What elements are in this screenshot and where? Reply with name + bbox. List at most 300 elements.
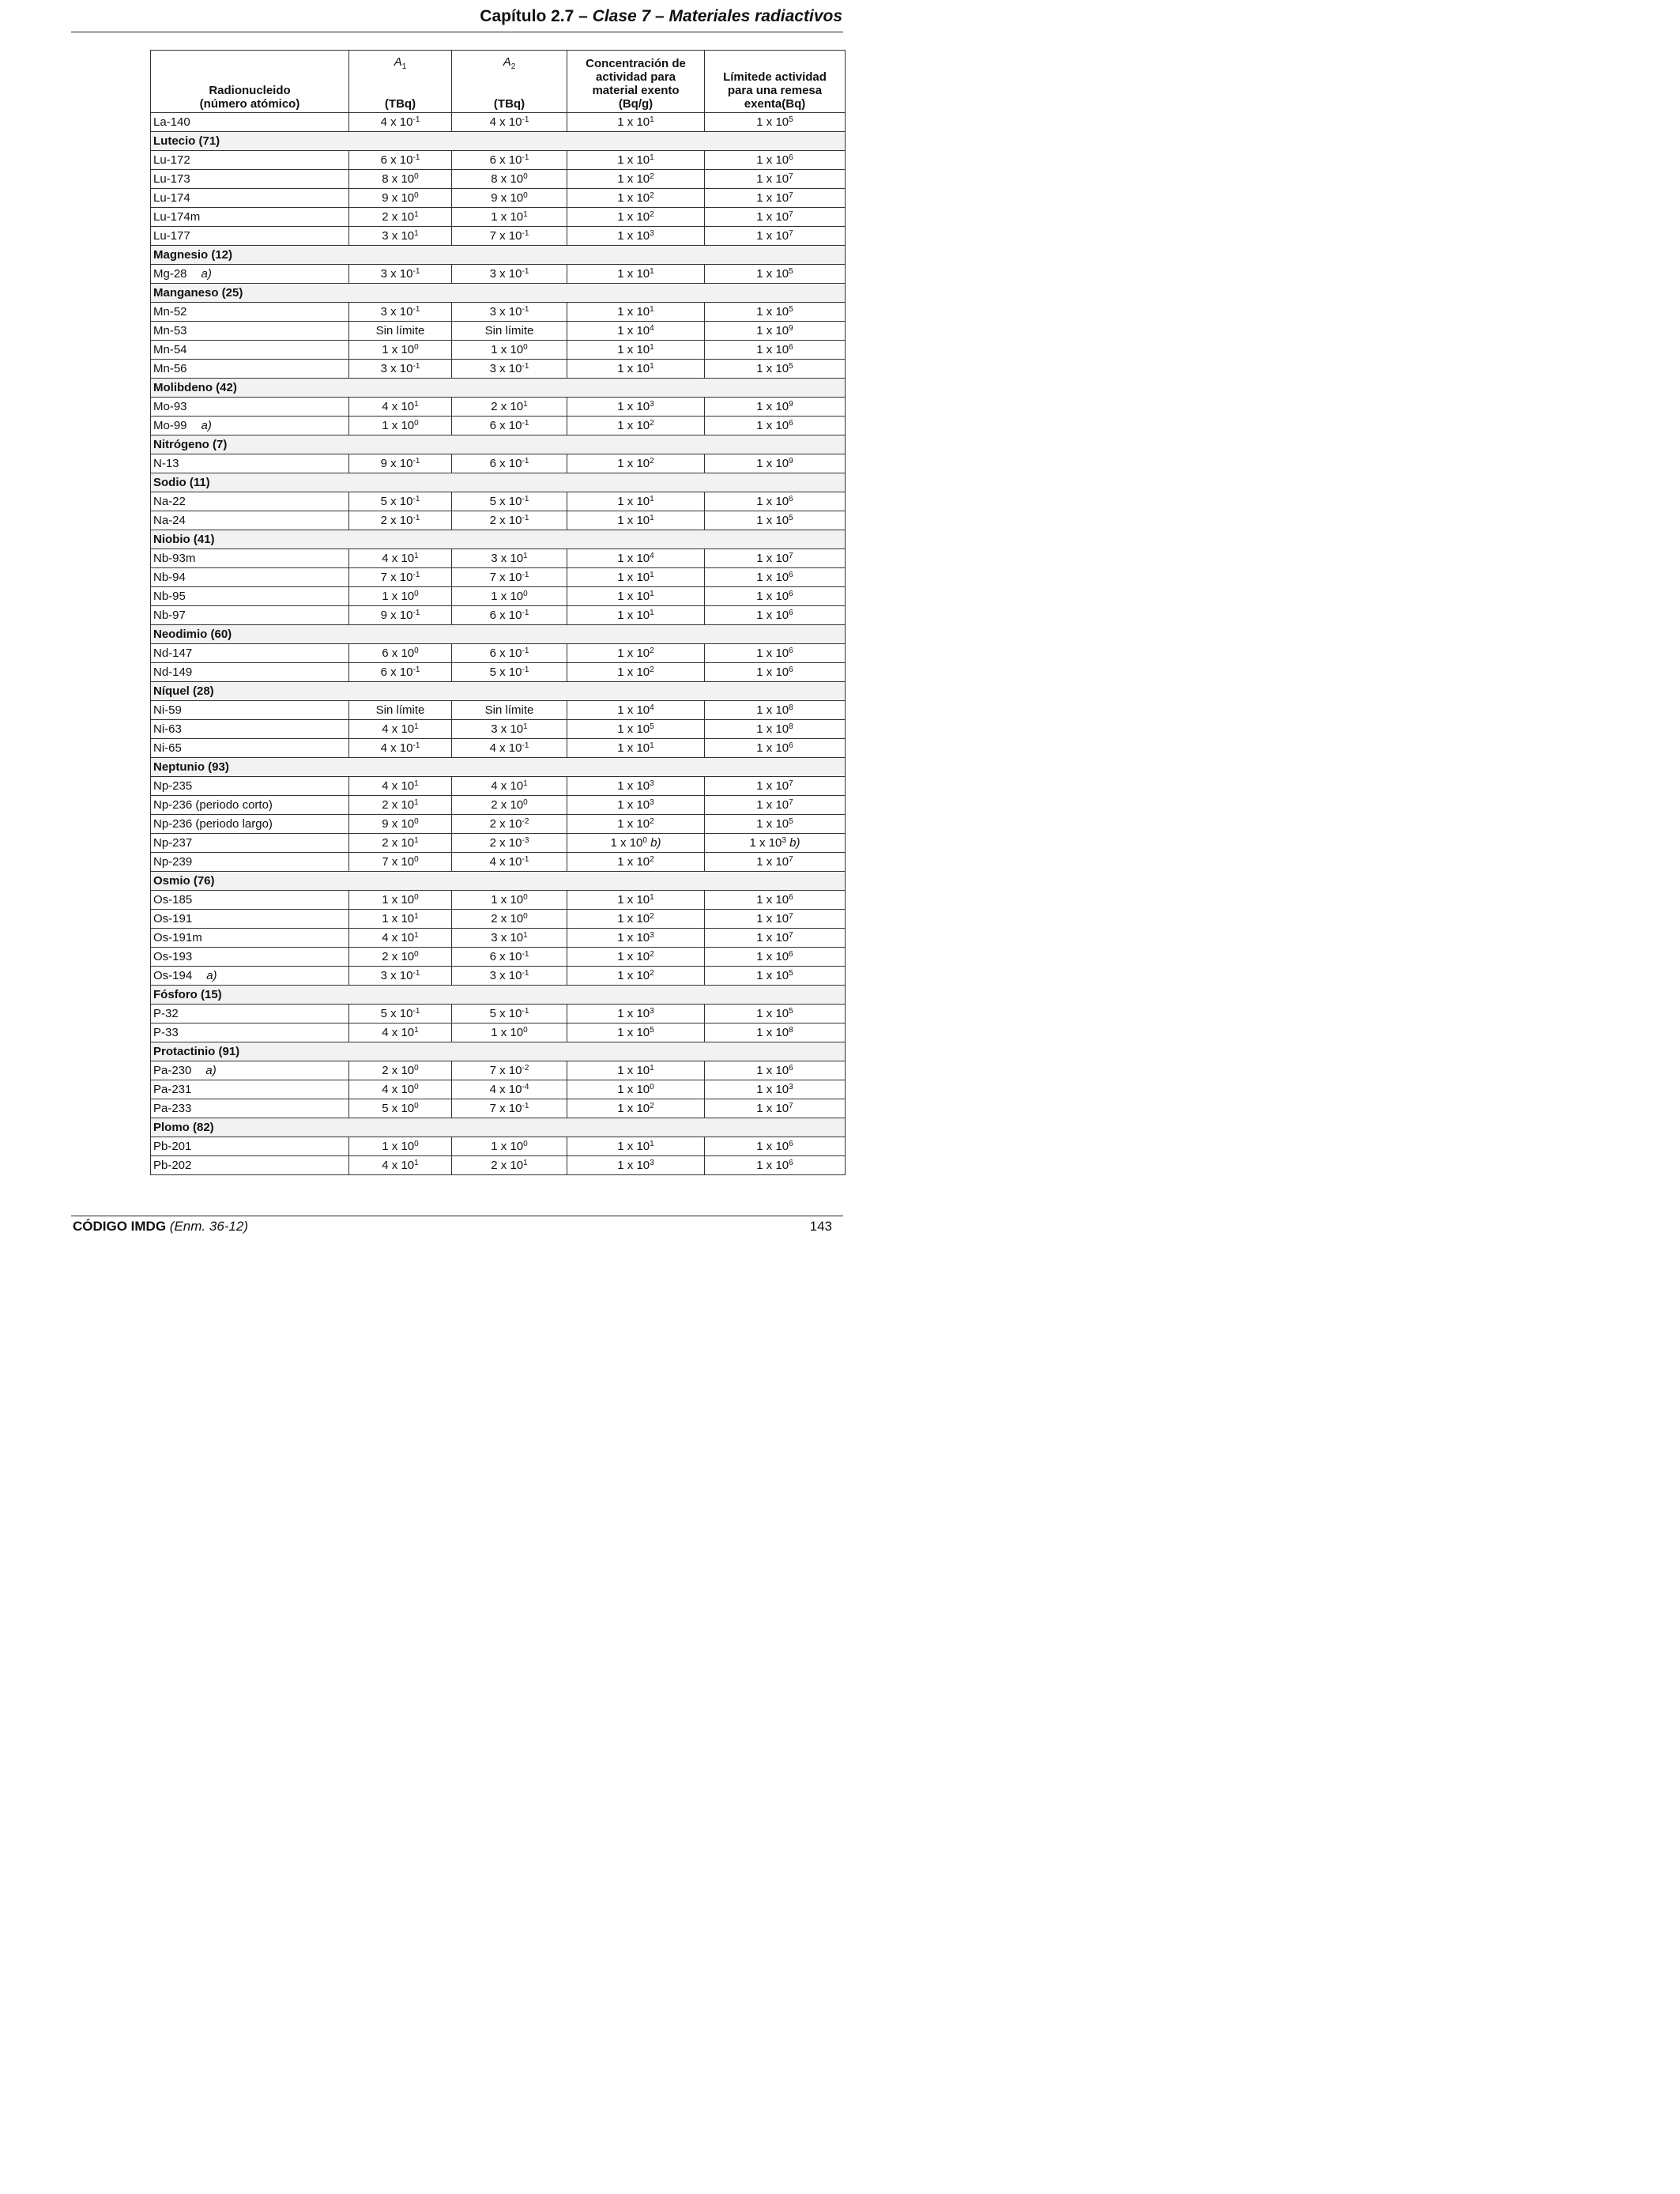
table-row	[151, 796, 846, 815]
concentration-value: 1 x $10^4$	[567, 549, 705, 568]
concentration-value: 1 x $10^4$	[567, 701, 705, 720]
element-group-label: Sodio (11)	[151, 473, 846, 492]
radionuclide-name: Ni-63	[151, 720, 349, 739]
table-header-row	[151, 51, 846, 113]
radionuclide-name: Mo-93	[151, 398, 349, 417]
footer-title	[73, 1219, 248, 1235]
concentration-value: 1 x $10^3$	[567, 1005, 705, 1023]
element-group-label: Neptunio (93)	[151, 758, 846, 777]
activity-limit-value: 1 x $10^7$	[705, 208, 846, 227]
table-row	[151, 777, 846, 796]
a1-value: 4 x $10^0$	[349, 1080, 452, 1099]
activity-limit-value: 1 x $10^7$	[705, 227, 846, 246]
activity-limit-value: 1 x $10^7$	[705, 1099, 846, 1118]
radionuclide-name: Np-236 (periodo corto)	[151, 796, 349, 815]
activity-limit-value: 1 x $10^6$	[705, 341, 846, 360]
a1-value: 2 x $10^1$	[349, 208, 452, 227]
a2-symbol: $A_2$	[503, 55, 516, 71]
a2-value: 3 x $10^1$	[452, 720, 567, 739]
radionuclide-name: Mn-53	[151, 322, 349, 341]
activity-limit-value: 1 x $10^7$	[705, 549, 846, 568]
a1-value: Sin límite	[349, 322, 452, 341]
a2-value: 1 x $10^0$	[452, 587, 567, 606]
table-row	[151, 967, 846, 986]
a2-value: 7 x $10^{-1}$	[452, 568, 567, 587]
a2-value: 6 x $10^{-1}$	[452, 454, 567, 473]
table-row	[151, 113, 846, 132]
radionuclide-name: Lu-173	[151, 170, 349, 189]
activity-limit-value: 1 x $10^5$	[705, 1005, 846, 1023]
table-row	[151, 568, 846, 587]
table-row	[151, 948, 846, 967]
activity-limit-value: 1 x $10^6$	[705, 1156, 846, 1175]
radionuclide-name: Lu-174	[151, 189, 349, 208]
a1-value: 4 x $10^1$	[349, 777, 452, 796]
a1-value: 4 x $10^{-1}$	[349, 113, 452, 132]
a1-value: 3 x $10^{-1}$	[349, 360, 452, 379]
a1-value: 4 x $10^1$	[349, 398, 452, 417]
a2-value: 4 x $10^{-1}$	[452, 853, 567, 872]
concentration-value: 1 x $10^2$	[567, 967, 705, 986]
activity-limit-value: 1 x $10^6$	[705, 606, 846, 625]
concentration-value: 1 x $10^3$	[567, 777, 705, 796]
radionuclide-name: Os-191	[151, 910, 349, 929]
radionuclide-name: Os-193	[151, 948, 349, 967]
header-radionuclide: Radionucleido (número atómico)	[151, 51, 349, 113]
a2-value: 4 x $10^{-1}$	[452, 739, 567, 758]
element-group-row	[151, 435, 846, 454]
element-group-row	[151, 872, 846, 891]
table-row	[151, 265, 846, 284]
a1-value: 1 x $10^0$	[349, 587, 452, 606]
a2-value: 1 x $10^0$	[452, 1137, 567, 1156]
concentration-value: 1 x $10^2$	[567, 815, 705, 834]
element-group-row	[151, 284, 846, 303]
a2-value: 2 x $10^1$	[452, 1156, 567, 1175]
header-activity-limit: Límitede actividad para una remesa exenta(Bq)	[705, 51, 846, 113]
concentration-value: 1 x $10^3$	[567, 398, 705, 417]
activity-limit-value: 1 x $10^6$	[705, 891, 846, 910]
radionuclide-name: Np-236 (periodo largo)	[151, 815, 349, 834]
element-group-row	[151, 682, 846, 701]
table-row	[151, 606, 846, 625]
concentration-value: 1 x $10^1$	[567, 587, 705, 606]
element-group-row	[151, 530, 846, 549]
a2-unit: (TBq)	[493, 97, 525, 111]
a2-value: 2 x $10^0$	[452, 796, 567, 815]
a1-value: 3 x $10^{-1}$	[349, 303, 452, 322]
activity-limit-value: 1 x $10^7$	[705, 777, 846, 796]
activity-limit-value: 1 x $10^7$	[705, 853, 846, 872]
concentration-value: 1 x $10^2$	[567, 663, 705, 682]
a1-value: 4 x $10^1$	[349, 1156, 452, 1175]
a1-value: 9 x $10^0$	[349, 189, 452, 208]
activity-limit-value: 1 x $10^6$	[705, 151, 846, 170]
element-group-label: Plomo (82)	[151, 1118, 846, 1137]
radionuclide-name: Pa-231	[151, 1080, 349, 1099]
concentration-value: 1 x $10^1$	[567, 891, 705, 910]
a2-value: 3 x $10^{-1}$	[452, 303, 567, 322]
table-row	[151, 720, 846, 739]
concentration-value: 1 x $10^3$	[567, 1156, 705, 1175]
table-row	[151, 492, 846, 511]
concentration-value: 1 x $10^1$	[567, 341, 705, 360]
table-row	[151, 891, 846, 910]
a1-value: 6 x $10^0$	[349, 644, 452, 663]
a1-unit: (TBq)	[384, 97, 416, 111]
activity-limit-value: 1 x $10^5$	[705, 303, 846, 322]
table-row	[151, 417, 846, 435]
concentration-value: 1 x $10^5$	[567, 720, 705, 739]
a2-value: 3 x $10^1$	[452, 549, 567, 568]
activity-limit-value: 1 x $10^7$	[705, 796, 846, 815]
concentration-value: 1 x $10^2$	[567, 948, 705, 967]
activity-limit-value: 1 x $10^5$	[705, 265, 846, 284]
radionuclide-name: Lu-177	[151, 227, 349, 246]
a1-value: 4 x $10^1$	[349, 720, 452, 739]
activity-limit-value: 1 x $10^5$	[705, 360, 846, 379]
a2-value: 7 x $10^{-1}$	[452, 1099, 567, 1118]
concentration-value: 1 x $10^1$	[567, 1061, 705, 1080]
concentration-value: 1 x $10^1$	[567, 739, 705, 758]
radionuclide-name: Pa-230 a)	[151, 1061, 349, 1080]
activity-limit-value: 1 x $10^6$	[705, 587, 846, 606]
a2-value: 3 x $10^{-1}$	[452, 265, 567, 284]
activity-limit-value: 1 x $10^7$	[705, 929, 846, 948]
header-chapter: Capítulo 2.7 –	[480, 7, 593, 25]
footer-amendment: (Enm. 36-12)	[169, 1219, 248, 1234]
concentration-value: 1 x $10^2$	[567, 170, 705, 189]
element-group-label: Manganeso (25)	[151, 284, 846, 303]
header-a2	[452, 51, 567, 113]
radionuclide-name: P-32	[151, 1005, 349, 1023]
element-group-row	[151, 758, 846, 777]
table-row	[151, 511, 846, 530]
a2-value: 3 x $10^{-1}$	[452, 360, 567, 379]
table-row	[151, 644, 846, 663]
a1-value: 7 x $10^0$	[349, 853, 452, 872]
activity-limit-value: 1 x $10^6$	[705, 1137, 846, 1156]
table-row	[151, 189, 846, 208]
radionuclide-name: N-13	[151, 454, 349, 473]
element-group-row	[151, 1042, 846, 1061]
a2-value: 1 x $10^1$	[452, 208, 567, 227]
concentration-value: 1 x $10^2$	[567, 208, 705, 227]
activity-limit-value: 1 x $10^7$	[705, 910, 846, 929]
concentration-value: 1 x $10^1$	[567, 113, 705, 132]
activity-limit-value: 1 x $10^5$	[705, 113, 846, 132]
concentration-value: 1 x $10^1$	[567, 568, 705, 587]
a2-value: 4 x $10^{-1}$	[452, 113, 567, 132]
radionuclide-name: Mn-56	[151, 360, 349, 379]
a2-value: 6 x $10^{-1}$	[452, 948, 567, 967]
radionuclide-name: Na-22	[151, 492, 349, 511]
footnote-marker: a)	[201, 419, 212, 432]
element-group-label: Magnesio (12)	[151, 246, 846, 265]
a1-value: 2 x $10^0$	[349, 1061, 452, 1080]
activity-limit-value: 1 x $10^5$	[705, 967, 846, 986]
radionuclide-name: Pb-201	[151, 1137, 349, 1156]
a1-value: 4 x $10^1$	[349, 929, 452, 948]
activity-limit-value: 1 x $10^5$	[705, 815, 846, 834]
radionuclide-name: Mo-99 a)	[151, 417, 349, 435]
element-group-label: Neodimio (60)	[151, 625, 846, 644]
a2-value: 7 x $10^{-1}$	[452, 227, 567, 246]
activity-limit-value: 1 x $10^6$	[705, 739, 846, 758]
concentration-value: 1 x $10^0$	[567, 1080, 705, 1099]
concentration-value: 1 x $10^2$	[567, 454, 705, 473]
activity-limit-value: 1 x $10^3$ b)	[705, 834, 846, 853]
a2-value: 3 x $10^1$	[452, 929, 567, 948]
element-group-label: Fósforo (15)	[151, 986, 846, 1005]
table-row	[151, 454, 846, 473]
a2-value: 6 x $10^{-1}$	[452, 606, 567, 625]
a2-value: 1 x $10^0$	[452, 341, 567, 360]
radionuclide-name: Na-24	[151, 511, 349, 530]
a2-value: 2 x $10^{-1}$	[452, 511, 567, 530]
concentration-value: 1 x $10^2$	[567, 644, 705, 663]
a1-value: 1 x $10^0$	[349, 1137, 452, 1156]
a1-value: 6 x $10^{-1}$	[349, 151, 452, 170]
a2-value: 7 x $10^{-2}$	[452, 1061, 567, 1080]
activity-limit-value: 1 x $10^9$	[705, 454, 846, 473]
table-row	[151, 398, 846, 417]
a2-value: 1 x $10^0$	[452, 1023, 567, 1042]
table-body	[151, 113, 846, 1175]
activity-limit-value: 1 x $10^6$	[705, 663, 846, 682]
radionuclide-name: Nb-95	[151, 587, 349, 606]
activity-limit-value: 1 x $10^7$	[705, 170, 846, 189]
table-row	[151, 834, 846, 853]
a1-value: 2 x $10^0$	[349, 948, 452, 967]
element-group-label: Níquel (28)	[151, 682, 846, 701]
a1-value: 9 x $10^0$	[349, 815, 452, 834]
concentration-value: 1 x $10^1$	[567, 151, 705, 170]
a1-symbol: $A_1$	[394, 55, 407, 71]
element-group-row	[151, 379, 846, 398]
page-header	[480, 7, 842, 26]
table-row	[151, 1005, 846, 1023]
a2-value: Sin límite	[452, 701, 567, 720]
radionuclide-name: Nb-97	[151, 606, 349, 625]
a2-value: 5 x $10^{-1}$	[452, 492, 567, 511]
a1-value: 3 x $10^1$	[349, 227, 452, 246]
element-group-label: Lutecio (71)	[151, 132, 846, 151]
a2-value: 5 x $10^{-1}$	[452, 663, 567, 682]
concentration-value: 1 x $10^5$	[567, 1023, 705, 1042]
table-row	[151, 227, 846, 246]
radionuclide-name: P-33	[151, 1023, 349, 1042]
concentration-value: 1 x $10^2$	[567, 1099, 705, 1118]
a1-value: 2 x $10^1$	[349, 834, 452, 853]
a2-value: 2 x $10^{-3}$	[452, 834, 567, 853]
activity-limit-value: 1 x $10^6$	[705, 417, 846, 435]
footnote-marker: a)	[201, 267, 212, 281]
radionuclide-name: Ni-65	[151, 739, 349, 758]
element-group-row	[151, 246, 846, 265]
a2-value: 2 x $10^1$	[452, 398, 567, 417]
activity-limit-value: 1 x $10^6$	[705, 644, 846, 663]
radionuclide-name: Mn-52	[151, 303, 349, 322]
element-group-label: Protactinio (91)	[151, 1042, 846, 1061]
element-group-row	[151, 1118, 846, 1137]
radionuclide-name: Mg-28 a)	[151, 265, 349, 284]
a2-value: 5 x $10^{-1}$	[452, 1005, 567, 1023]
a1-value: 2 x $10^1$	[349, 796, 452, 815]
concentration-value: 1 x $10^1$	[567, 1137, 705, 1156]
table-row	[151, 549, 846, 568]
concentration-value: 1 x $10^2$	[567, 853, 705, 872]
concentration-value: 1 x $10^2$	[567, 417, 705, 435]
activity-limit-value: 1 x $10^5$	[705, 511, 846, 530]
element-group-label: Niobio (41)	[151, 530, 846, 549]
table-row	[151, 208, 846, 227]
a1-value: Sin límite	[349, 701, 452, 720]
a1-value: 9 x $10^{-1}$	[349, 606, 452, 625]
a2-value: 2 x $10^0$	[452, 910, 567, 929]
a1-value: 4 x $10^1$	[349, 549, 452, 568]
table-row	[151, 853, 846, 872]
element-group-row	[151, 986, 846, 1005]
concentration-value: 1 x $10^2$	[567, 910, 705, 929]
a2-value: 9 x $10^0$	[452, 189, 567, 208]
activity-limit-value: 1 x $10^6$	[705, 948, 846, 967]
a1-value: 8 x $10^0$	[349, 170, 452, 189]
radionuclide-name: Pb-202	[151, 1156, 349, 1175]
a1-value: 5 x $10^{-1}$	[349, 492, 452, 511]
a2-value: 3 x $10^{-1}$	[452, 967, 567, 986]
concentration-value: 1 x $10^1$	[567, 606, 705, 625]
radionuclide-name: Lu-174m	[151, 208, 349, 227]
a1-value: 3 x $10^{-1}$	[349, 265, 452, 284]
table-row	[151, 1137, 846, 1156]
concentration-value: 1 x $10^0$ b)	[567, 834, 705, 853]
table-row	[151, 1061, 846, 1080]
table-row	[151, 587, 846, 606]
concentration-value: 1 x $10^3$	[567, 929, 705, 948]
radionuclide-name: Nd-147	[151, 644, 349, 663]
a1-value: 6 x $10^{-1}$	[349, 663, 452, 682]
a1-value: 5 x $10^{-1}$	[349, 1005, 452, 1023]
element-group-row	[151, 625, 846, 644]
element-group-label: Nitrógeno (7)	[151, 435, 846, 454]
activity-limit-value: 1 x $10^8$	[705, 720, 846, 739]
radionuclide-name: Pa-233	[151, 1099, 349, 1118]
activity-limit-value: 1 x $10^9$	[705, 398, 846, 417]
activity-limit-value: 1 x $10^6$	[705, 492, 846, 511]
radionuclide-name: Os-185	[151, 891, 349, 910]
table-row	[151, 1099, 846, 1118]
a2-value: 1 x $10^0$	[452, 891, 567, 910]
element-group-row	[151, 132, 846, 151]
concentration-value: 1 x $10^1$	[567, 303, 705, 322]
table-row	[151, 341, 846, 360]
a1-value: 7 x $10^{-1}$	[349, 568, 452, 587]
radionuclide-name: Nd-149	[151, 663, 349, 682]
a2-value: 6 x $10^{-1}$	[452, 644, 567, 663]
a1-value: 9 x $10^{-1}$	[349, 454, 452, 473]
footnote-marker: a)	[205, 1064, 217, 1077]
a1-value: 5 x $10^0$	[349, 1099, 452, 1118]
footnote-marker: a)	[206, 969, 217, 982]
a2-value: Sin límite	[452, 322, 567, 341]
header-class-title: Clase 7 – Materiales radiactivos	[592, 7, 842, 25]
table-row	[151, 929, 846, 948]
concentration-value: 1 x $10^2$	[567, 189, 705, 208]
header-concentration: Concentración de actividad para material exento (Bq/g)	[567, 51, 705, 113]
header-a1	[349, 51, 452, 113]
a1-value: 4 x $10^1$	[349, 1023, 452, 1042]
table-row	[151, 815, 846, 834]
activity-limit-value: 1 x $10^3$	[705, 1080, 846, 1099]
table-row	[151, 303, 846, 322]
activity-limit-value: 1 x $10^6$	[705, 1061, 846, 1080]
footer-code: CÓDIGO IMDG	[73, 1219, 167, 1234]
activity-limit-value: 1 x $10^8$	[705, 1023, 846, 1042]
a2-value: 2 x $10^{-2}$	[452, 815, 567, 834]
a1-value: 1 x $10^0$	[349, 341, 452, 360]
a2-value: 6 x $10^{-1}$	[452, 151, 567, 170]
radionuclide-name: La-140	[151, 113, 349, 132]
concentration-value: 1 x $10^1$	[567, 492, 705, 511]
radionuclide-name: Os-191m	[151, 929, 349, 948]
a1-value: 1 x $10^0$	[349, 417, 452, 435]
a2-value: 4 x $10^{-4}$	[452, 1080, 567, 1099]
page-number: 143	[809, 1219, 832, 1234]
radionuclide-name: Os-194 a)	[151, 967, 349, 986]
table-row	[151, 151, 846, 170]
concentration-value: 1 x $10^4$	[567, 322, 705, 341]
table-row	[151, 663, 846, 682]
table-row	[151, 1023, 846, 1042]
radionuclide-table	[150, 50, 846, 1175]
activity-limit-value: 1 x $10^9$	[705, 322, 846, 341]
table-row	[151, 1156, 846, 1175]
radionuclide-name: Nb-93m	[151, 549, 349, 568]
concentration-value: 1 x $10^3$	[567, 796, 705, 815]
a2-value: 8 x $10^0$	[452, 170, 567, 189]
radionuclide-name: Ni-59	[151, 701, 349, 720]
a1-value: 2 x $10^{-1}$	[349, 511, 452, 530]
radionuclide-name: Mn-54	[151, 341, 349, 360]
a1-value: 1 x $10^0$	[349, 891, 452, 910]
radionuclide-name: Nb-94	[151, 568, 349, 587]
a2-value: 4 x $10^1$	[452, 777, 567, 796]
table-row	[151, 701, 846, 720]
radionuclide-name: Np-239	[151, 853, 349, 872]
table-row	[151, 322, 846, 341]
activity-limit-value: 1 x $10^6$	[705, 568, 846, 587]
table-row	[151, 1080, 846, 1099]
table-row	[151, 170, 846, 189]
a2-value: 6 x $10^{-1}$	[452, 417, 567, 435]
radionuclide-name: Np-237	[151, 834, 349, 853]
table-row	[151, 360, 846, 379]
concentration-value: 1 x $10^3$	[567, 227, 705, 246]
radionuclide-name: Np-235	[151, 777, 349, 796]
activity-limit-value: 1 x $10^8$	[705, 701, 846, 720]
a1-value: 4 x $10^{-1}$	[349, 739, 452, 758]
radionuclide-name: Lu-172	[151, 151, 349, 170]
a1-value: 3 x $10^{-1}$	[349, 967, 452, 986]
element-group-label: Osmio (76)	[151, 872, 846, 891]
a1-value: 1 x $10^1$	[349, 910, 452, 929]
activity-limit-value: 1 x $10^7$	[705, 189, 846, 208]
table-row	[151, 910, 846, 929]
element-group-label: Molibdeno (42)	[151, 379, 846, 398]
concentration-value: 1 x $10^1$	[567, 265, 705, 284]
concentration-value: 1 x $10^1$	[567, 360, 705, 379]
